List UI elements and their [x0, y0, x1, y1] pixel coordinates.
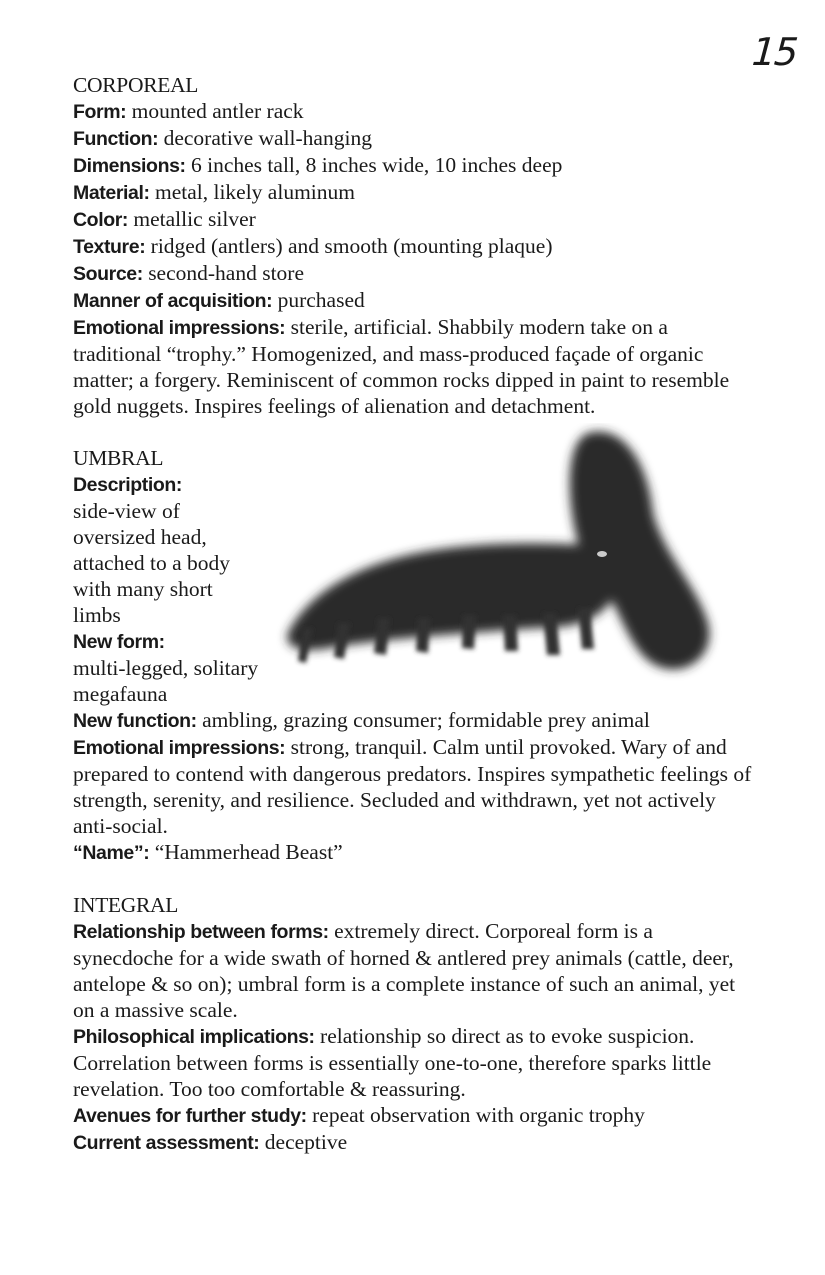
field-label: New form:: [73, 631, 165, 653]
field-value: 6 inches tall, 8 inches wide, 10 inches deep: [185, 153, 563, 177]
umbral-fields: [73, 707, 753, 866]
corporeal-section: [73, 72, 753, 419]
field-label: “Name”:: [73, 842, 150, 864]
field-label: Emotional impressions:: [73, 737, 286, 759]
field-label: Emotional impressions:: [73, 317, 286, 339]
section-gap: [73, 866, 753, 892]
field-value: repeat observation with organic trophy: [306, 1103, 645, 1127]
field-value: ridged (antlers) and smooth (mounting plaque): [145, 234, 553, 258]
page-number: 15: [750, 30, 798, 74]
field-value: relationship so direct as to evoke suspicion. Correlation between forms is essentially one-to-one, therefore sparks little revelation. Too too comfortable & reassuring.: [73, 1024, 712, 1101]
field-entry: [73, 918, 753, 1023]
umbral-heading: UMBRAL: [73, 446, 164, 470]
field-value: mounted antler rack: [126, 99, 304, 123]
field-label: Texture:: [73, 236, 146, 258]
integral-fields: [73, 918, 753, 1156]
field-entry: [73, 1129, 753, 1156]
field-value: sterile, artificial. Shabbily modern take on a traditional “trophy.” Homogenized, and mass-produced façade of organic matter; a forgery. Reminiscent of common rocks dipped in paint to resemble gold nuggets. Inspires feelings of alienation and detachment.: [73, 315, 730, 418]
field-value: metallic silver: [128, 207, 256, 231]
field-entry: [73, 260, 753, 287]
field-label: Description:: [73, 474, 182, 496]
field-value: side-view of oversized head, attached to a body with many short limbs: [73, 499, 231, 627]
field-label: Dimensions:: [73, 155, 186, 177]
field-entry: [73, 1023, 753, 1102]
field-label: Current assessment:: [73, 1132, 260, 1154]
field-value: deceptive: [259, 1130, 348, 1154]
field-value: strong, tranquil. Calm until provoked. Wary of and prepared to contend with dangerous predators. Inspires sympathetic feelings of strength, serenity, and resilience. Secluded and withdrawn, yet not actively anti-social.: [73, 735, 752, 838]
field-entry: [73, 152, 753, 179]
field-value: extremely direct. Corporeal form is a synecdoche for a wide swath of horned & antlered prey animals (cattle, deer, antelope & so on); umbral form is a complete instance of such an animal, yet on a massive scale.: [73, 919, 736, 1022]
field-entry: [73, 1102, 753, 1129]
field-value: metal, likely aluminum: [149, 180, 355, 204]
field-value: ambling, grazing consumer; formidable prey animal: [196, 708, 650, 732]
field-entry: [73, 314, 753, 419]
field-label: Source:: [73, 263, 143, 285]
field-entry: [73, 734, 753, 839]
field-entry: [73, 839, 753, 866]
field-value: second-hand store: [142, 261, 305, 285]
field-entry: [73, 98, 753, 125]
field-label: Material:: [73, 182, 150, 204]
field-label: Manner of acquisition:: [73, 290, 273, 312]
field-label: Avenues for further study:: [73, 1105, 307, 1127]
field-label: Color:: [73, 209, 129, 231]
field-entry: [73, 287, 753, 314]
field-entry: [73, 206, 753, 233]
field-label: New function:: [73, 710, 197, 732]
field-notes: [73, 72, 753, 1156]
field-entry: [73, 125, 753, 152]
corporeal-fields: [73, 98, 753, 419]
integral-heading: INTEGRAL: [73, 893, 179, 917]
field-entry: [73, 233, 753, 260]
field-label: Relationship between forms:: [73, 921, 329, 943]
field-label: Philosophical implications:: [73, 1026, 315, 1048]
field-value: “Hammerhead Beast”: [149, 840, 343, 864]
umbral-section: [73, 445, 753, 866]
field-value: purchased: [272, 288, 365, 312]
field-value: decorative wall-hanging: [158, 126, 372, 150]
field-label: Function:: [73, 128, 159, 150]
field-label: Form:: [73, 101, 127, 123]
integral-section: [73, 892, 753, 1156]
field-value: multi-legged, solitary megafauna: [73, 656, 259, 706]
corporeal-heading: CORPOREAL: [73, 73, 199, 97]
shadow-creature-image: [268, 423, 728, 693]
field-entry: [73, 179, 753, 206]
umbral-description-column: [73, 471, 263, 707]
field-entry: [73, 707, 753, 734]
